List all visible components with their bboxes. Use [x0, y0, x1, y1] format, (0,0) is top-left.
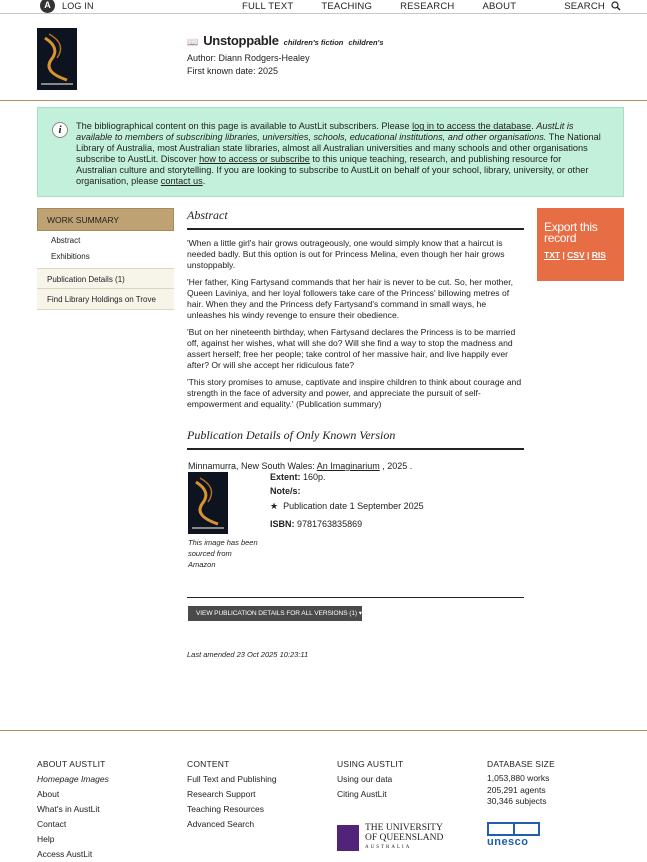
book-icon: 📖 — [187, 37, 199, 47]
footer-using — [337, 757, 403, 802]
abstract-paragraph: 'But on her nineteenth birthday, when Fartysand declares the Princess is to be married off, against her wishes, what will she do? Will she find a way to stop the madness and assert herself; free her people; take control of her massive hair, and live happily ever after? Or will she accept her ridiculous fate? — [187, 327, 516, 370]
sidebar-item-publication-details[interactable]: Publication Details (1) — [37, 268, 174, 289]
sidebar-item-exhibitions[interactable]: Exhibitions — [51, 252, 90, 261]
image-source-note — [188, 537, 258, 570]
publication-record — [187, 461, 524, 569]
contact-us-link[interactable]: contact us — [160, 176, 203, 186]
notice-italic: AustLit is available to members of subscribing libraries, universities, schools, educational institutions, and other organisations. — [76, 121, 574, 142]
uq-wordmark — [365, 823, 443, 853]
db-count: 1,053,880 works — [487, 773, 550, 783]
footer-heading: DATABASE SIZE — [487, 759, 555, 769]
sidebar-item-find-on-trove[interactable]: Find Library Holdings on Trove — [37, 289, 174, 310]
extent-field — [270, 472, 326, 482]
nav-links — [214, 1, 647, 12]
publication-year: , 2025 . — [379, 461, 413, 471]
sidebar — [37, 208, 174, 310]
notice-text: . — [531, 121, 534, 131]
source-line: This image has been — [188, 538, 258, 547]
uq-line: AUSTRALIA — [365, 845, 412, 850]
footer-heading: USING AUSTLIT — [337, 759, 404, 769]
access-subscribe-link[interactable]: how to access or subscribe — [199, 154, 310, 164]
export-csv-link[interactable]: CSV — [567, 250, 585, 260]
note-item — [270, 501, 424, 512]
footer-link[interactable]: Access AustLit — [37, 849, 93, 859]
author: Author: Diann Rodgers-Healey — [187, 53, 310, 63]
export-title-line: Export this — [544, 220, 598, 234]
genre-tag[interactable]: children's fiction — [283, 38, 344, 47]
last-amended: Last amended 23 Oct 2025 10:23:11 — [187, 650, 309, 659]
nav-about[interactable]: ABOUT — [482, 1, 517, 12]
export-txt-link[interactable]: TXT — [544, 250, 561, 260]
subscription-notice — [37, 107, 624, 197]
search-label: SEARCH — [564, 1, 605, 12]
footer-link[interactable]: About — [37, 789, 60, 799]
uq-crest-icon — [337, 825, 359, 851]
db-count: 30,346 subjects — [487, 796, 547, 806]
login-link[interactable]: LOG IN — [62, 1, 94, 11]
nav-search[interactable] — [536, 1, 647, 12]
star-icon: ★ — [270, 501, 279, 511]
isbn-label: ISBN: — [270, 519, 295, 529]
sidebar-work-summary[interactable]: WORK SUMMARY — [37, 208, 174, 231]
divider — [187, 597, 524, 598]
nav-full-text[interactable]: FULL TEXT — [241, 1, 294, 12]
title-row — [187, 33, 384, 48]
export-formats: TXT | CSV | RIS — [544, 250, 606, 260]
work-header — [0, 14, 647, 101]
uq-line: THE UNIVERSITY — [365, 823, 443, 833]
main-content — [187, 208, 524, 569]
unesco-logo[interactable] — [487, 822, 540, 848]
publication-cover-image — [188, 472, 228, 534]
uq-logo[interactable] — [337, 823, 443, 853]
work-title: Unstoppable — [203, 33, 279, 48]
db-count: 205,291 agents — [487, 784, 546, 795]
uq-line: OF QUEENSLAND — [365, 833, 444, 843]
notice-text: to this unique teaching, research, and publishing resource for Australian culture and storytelling. If you are looking to subscribe to AustLit on behalf of your school, library, university, or other organisation, please — [76, 154, 589, 186]
footer-link[interactable]: Citing AustLit — [337, 789, 387, 799]
footer-link[interactable]: Research Support — [187, 789, 256, 799]
search-icon — [611, 1, 621, 11]
view-all-label: VIEW PUBLICATION DETAILS FOR ALL VERSIONS (1) — [196, 610, 357, 617]
export-panel — [537, 208, 624, 281]
footer-link[interactable]: Advanced Search — [187, 819, 255, 829]
footer-link[interactable]: Full Text and Publishing — [187, 774, 277, 784]
export-title-line: record — [544, 231, 577, 245]
isbn-field — [270, 519, 362, 529]
isbn-value: 9781763835869 — [297, 519, 363, 529]
abstract-heading: Abstract — [187, 208, 524, 230]
note-text: Publication date 1 September 2025 — [283, 501, 424, 511]
abstract-paragraph: 'Her father, King Fartysand commands that her hair is never to be cut. So, her mother, Queen Laviniya, and her loyal followers take care of the Princess' billowing metres of hair. When they and the Princess defy Fartysand's command in small ways, he unleashes his windy revenge to ensure their obedience. — [187, 277, 513, 320]
location-text: Minnamurra, New South Wales: — [188, 461, 317, 471]
footer-database-size — [487, 757, 555, 808]
source-line: Amazon — [188, 560, 216, 569]
footer-heading: CONTENT — [187, 759, 230, 769]
nav-teaching[interactable]: TEACHING — [321, 1, 373, 12]
sidebar-item-abstract[interactable]: Abstract — [51, 236, 81, 245]
notice-text: . — [202, 176, 206, 186]
publication-location — [188, 461, 412, 471]
view-all-versions-button[interactable] — [188, 606, 362, 621]
austlit-logo[interactable]: A — [40, 0, 55, 13]
footer-link[interactable]: Homepage Images — [37, 774, 109, 784]
top-nav — [0, 0, 647, 14]
info-icon: i — [52, 122, 68, 138]
footer-content — [187, 757, 277, 832]
footer-heading: ABOUT AUSTLIT — [37, 759, 106, 769]
footer-link[interactable]: Teaching Resources — [187, 804, 265, 814]
footer-link[interactable]: Using our data — [337, 774, 393, 784]
login-database-link[interactable]: log in to access the database — [412, 121, 532, 131]
notes-label: Note/s: — [270, 486, 301, 496]
first-known-date: First known date: 2025 — [187, 66, 279, 76]
abstract-paragraph: 'This story promises to amuse, captivate and inspire children to think about courage and strength in the face of adversity and power, and appreciate the pursuit of self-empowerment and equality.' (Publication summary) — [187, 377, 522, 409]
caret-down-icon: ▾ — [358, 610, 362, 617]
notice-text: The bibliographical content on this page is available to AustLit subscribers. Please — [76, 121, 413, 131]
nav-research[interactable]: RESEARCH — [400, 1, 455, 12]
unesco-wordmark: unesco — [487, 836, 529, 848]
notice-text: The National Library of Australia, most Australian state libraries, almost all Australian universities and many schools and other organisations subscribe to AustLit. Discover — [76, 132, 601, 164]
extent-value: 160p. — [303, 472, 326, 482]
export-title — [544, 222, 624, 244]
book-cover-image — [37, 28, 77, 90]
footer-link[interactable]: Help — [37, 834, 55, 844]
export-ris-link[interactable]: RIS — [591, 250, 606, 260]
genre-tag[interactable]: children's — [348, 38, 384, 47]
footer-link[interactable]: What's in AustLit — [37, 804, 100, 814]
footer-about — [37, 757, 109, 862]
publisher-link[interactable]: An Imaginarium — [316, 461, 380, 471]
abstract-paragraph: 'When a little girl's hair grows outrageously, one would simply know that a haircut is needed badly. But this option is out for Princess Melina, even though her hair grows unstoppably. — [187, 238, 505, 270]
source-line: sourced from — [188, 549, 232, 558]
unesco-temple-icon — [487, 822, 540, 836]
footer — [0, 730, 647, 859]
publication-heading: Publication Details of Only Known Version — [187, 428, 524, 450]
footer-link[interactable]: Contact — [37, 819, 67, 829]
extent-label: Extent: — [270, 472, 301, 482]
